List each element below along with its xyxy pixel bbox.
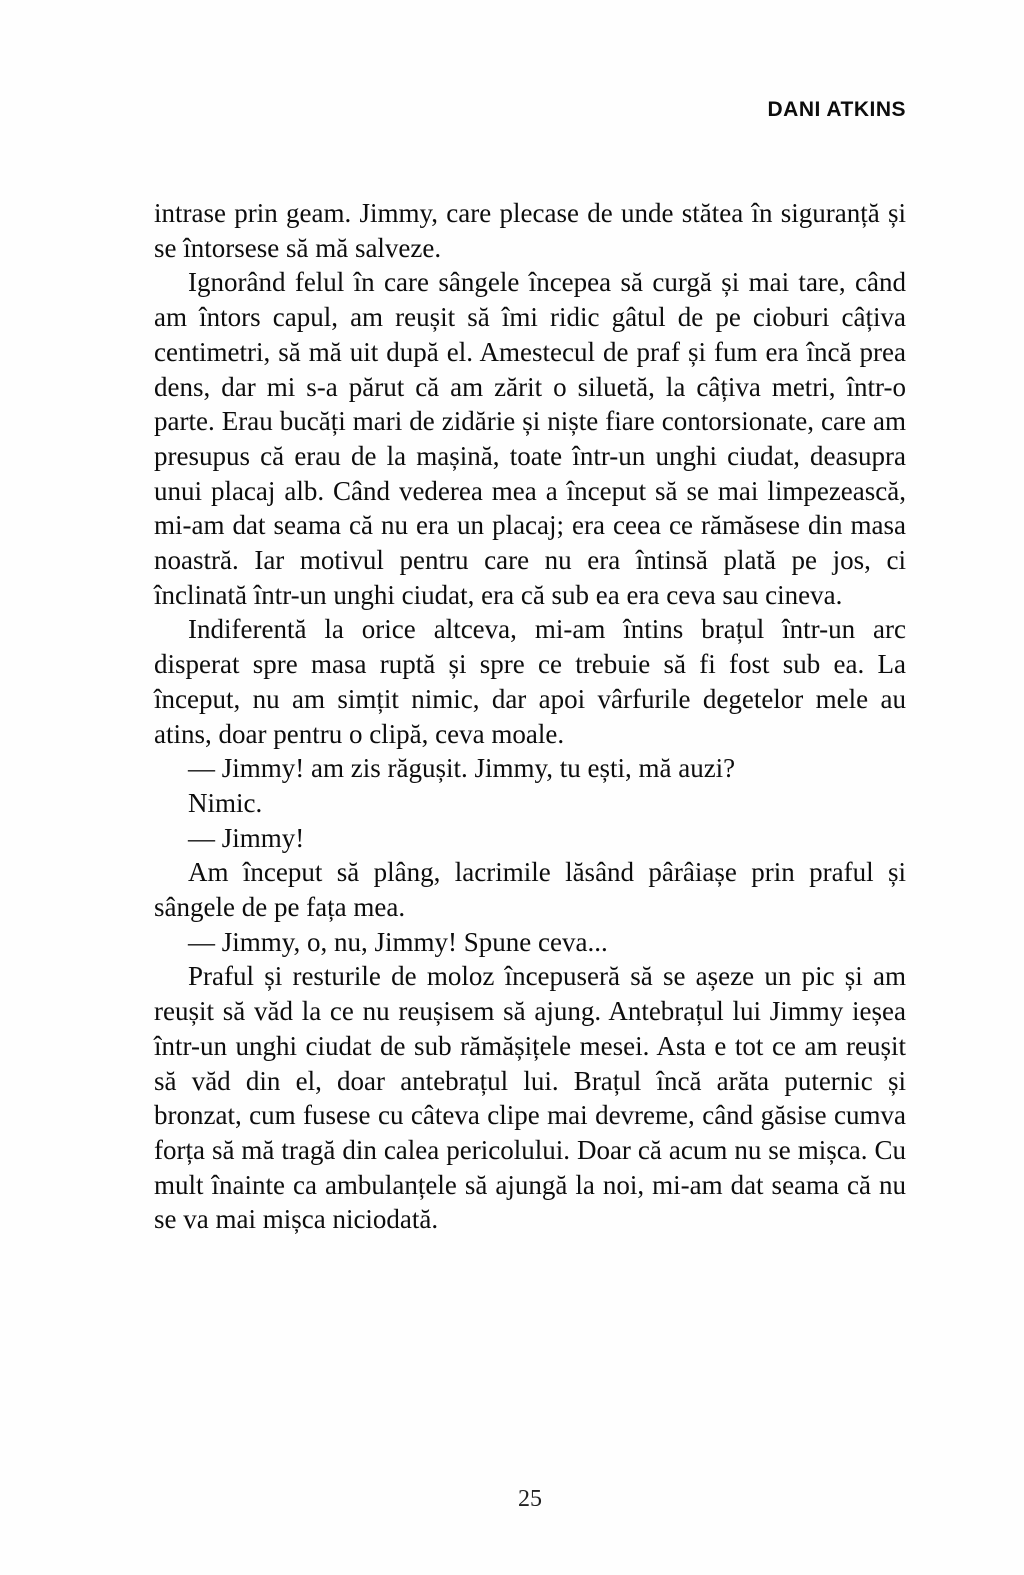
page-number: 25 [518,1486,542,1512]
paragraph-dialogue: — Jimmy, o, nu, Jimmy! Spune ceva... [188,926,608,957]
paragraph: Nimic. [188,787,263,818]
running-header-author: DANI ATKINS [767,98,906,121]
paragraph-dialogue: — Jimmy! [188,822,305,853]
paragraph: Ignorând felul în care sângele începea să curgă și mai tare, când am întors capul, am reușit să îmi ridic gâtul de pe cioburi câțiva centimetri, să mă uit după el. Amestecul de praf și fum era încă prea dens, dar mi s-a părut că am zărit o siluetă, la câțiva metri, într-o parte. Erau bucăți mari de zidărie și niște fiare contorsionate, care am presupus că erau de la mașină, toate într-un unghi ciudat, deasupra unui placaj alb. Când vederea mea a început să se mai limpezească, mi-am dat seama că nu era un placaj; era ceea ce rămăsese din masa noastră. Iar motivul pentru care nu era întinsă plată pe jos, ci înclinată într-un unghi ciudat, era că sub ea era ceva sau cineva. [154,267,906,610]
paragraph: Praful și resturile de moloz începuseră să se așeze un pic și am reușit să văd la ce nu reușisem să ajung. Antebrațul lui Jimmy ieșea într-un unghi ciudat de sub rămășițele mesei. Asta e tot ce am reușit să văd din el, doar antebrațul lui. Brațul încă arăta puternic și bronzat, cum fusese cu câteva clipe mai devreme, când găsise cumva forța să mă tragă din calea pericolului. Doar că acum nu se mișca. Cu mult înainte ca ambulanțele să ajungă la noi, mi-am dat seama că nu se va mai mișca niciodată. [154,961,906,1235]
paragraph-continuation: intrase prin geam. Jimmy, care plecase de unde stătea în siguranță și se întorsese să mă salveze. [154,198,906,263]
paragraph-dialogue: — Jimmy! am zis răgușit. Jimmy, tu ești, mă auzi? [188,753,736,784]
paragraph: Am început să plâng, lacrimile lăsând pârâiașe prin praful și sângele de pe fața mea. [154,857,906,923]
page-body-text [154,196,906,1237]
paragraph: Indiferentă la orice altceva, mi-am întins brațul într-un arc disperat spre masa ruptă și spre ce trebuie să fi fost sub ea. La început, nu am simțit nimic, dar apoi vârfurile degetelor mele au atins, doar pentru o clipă, ceva moale. [154,614,906,749]
